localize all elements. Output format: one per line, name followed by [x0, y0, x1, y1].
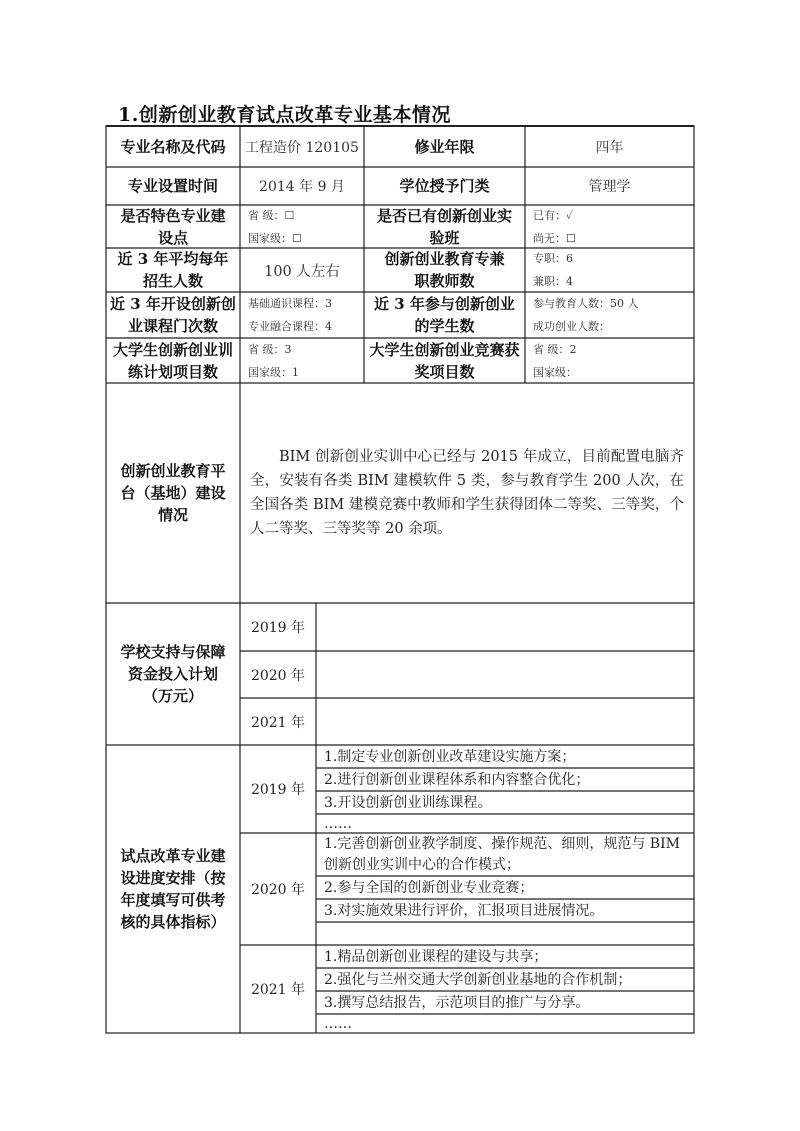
- course-integrated: 专业融合课程：4: [248, 320, 332, 333]
- setup-time-label: 专业设置时间: [127, 177, 218, 195]
- teacher-count-value: [525, 248, 694, 292]
- major-name-value: 工程造价 120105: [245, 139, 359, 156]
- competition-award-value: [525, 338, 694, 383]
- funding-year-2019: 2019 年: [250, 620, 306, 636]
- schedule-2021-item-1: 1.精品创新创业课程的建设与共享；: [324, 948, 548, 965]
- featured-major-value: [240, 205, 364, 248]
- funding-year-2021: 2021 年: [250, 714, 306, 731]
- platform-label: 创新创业教育平台（基地）建设情况: [120, 462, 226, 524]
- schedule-2021-item-3: 3.撰写总结报告，示范项目的推广与分享。: [324, 994, 590, 1011]
- schedule-2021-item-4: ……: [324, 1015, 352, 1032]
- schedule-year-2021: 2021 年: [250, 982, 306, 998]
- pilot-class-yes: 已有：✓: [533, 208, 574, 222]
- featured-major-label: 是否特色专业建设点: [120, 206, 226, 247]
- pilot-class-label: 是否已有创新创业实验班: [376, 206, 512, 247]
- featured-major-national: 国家级：☐: [248, 231, 302, 245]
- setup-time-value: 2014 年 9 月: [259, 179, 345, 195]
- teacher-fulltime: 专职：6: [533, 252, 573, 265]
- enrollment-label: 近 3 年平均每年招生人数: [117, 250, 229, 290]
- schedule-2020-item-3: 3.对实施效果进行评价，汇报项目进展情况。: [324, 902, 604, 919]
- course-count-value: [240, 292, 364, 338]
- enrollment-value: 100 人左右: [264, 263, 340, 280]
- platform-text: BIM 创新创业实训中心已经与 2015 年成立，目前配置电脑齐全，安装有各类 BIM 建模软件 5 类，参与教育学生 200 人次，在全国各类 BIM 建模竞赛中教师和学生获得团体二等奖、三等奖，个人二等奖、三等奖等 20 余项。: [250, 449, 684, 537]
- award-national: 国家级：: [533, 365, 577, 379]
- teacher-count-label: 创新创业教育专兼职教师数: [384, 250, 505, 290]
- schedule-year-2020: 2020 年: [250, 882, 306, 898]
- student-count-label: 近 3 年参与创新创业的学生数: [374, 295, 515, 335]
- schedule-label: 试点改革专业建设进度安排（按年度填写可供考核的具体指标）: [120, 847, 226, 931]
- schedule-2019-item-4: ……: [324, 815, 352, 832]
- schedule-2019-item-2: 2.进行创新创业课程体系和内容整合优化；: [324, 771, 590, 788]
- platform-description: [240, 383, 694, 603]
- major-name-label: 专业名称及代码: [120, 137, 226, 156]
- funding-year-2020: 2020 年: [250, 667, 306, 684]
- course-count-label: 近 3 年开设创新创业课程门次数: [110, 295, 236, 335]
- schedule-2019-item-3: 3.开设创新创业训练课程。: [324, 794, 492, 811]
- training-project-value: [240, 338, 364, 383]
- student-participants: 参与教育人数：50 人: [533, 297, 639, 310]
- degree-category-label: 学位授予门类: [399, 177, 490, 195]
- funding-amount-2021: [316, 698, 694, 745]
- section-title: 1.创新创业教育试点改革专业基本情况: [118, 104, 451, 126]
- schedule-2019-item-1: 1.制定专业创新创业改革建设实施方案；: [324, 748, 576, 765]
- training-provincial: 省 级：3: [248, 342, 292, 356]
- course-basic: 基础通识课程：3: [248, 297, 332, 310]
- schedule-2021-item-2: 2.强化与兰州交通大学创新创业基地的合作机制；: [324, 971, 632, 988]
- student-entrepreneurs: 成功创业人数：: [533, 320, 610, 333]
- pilot-class-value: [525, 205, 694, 248]
- award-provincial: 省 级：2: [533, 342, 577, 356]
- training-project-label: 大学生创新创业训练计划项目数: [112, 340, 233, 381]
- teacher-parttime: 兼职：4: [533, 275, 573, 288]
- schedule-2020-item-2: 2.参与全国的创新创业专业竞赛；: [324, 879, 534, 896]
- student-count-value: [525, 292, 694, 338]
- funding-label: 学校支持与保障资金投入计划（万元）: [120, 643, 226, 705]
- funding-amount-2019: [316, 603, 694, 651]
- study-years-value: 四年: [595, 139, 624, 156]
- featured-major-provincial: 省 级：☐: [248, 208, 295, 222]
- schedule-2020-item-1: 1.完善创新创业教学制度、操作规范、细则，规范与 BIM 创新创业实训中心的合作模式；: [324, 835, 680, 873]
- competition-award-label: 大学生创新创业竞赛获奖项目数: [369, 340, 520, 381]
- pilot-class-no: 尚无：☐: [533, 231, 576, 245]
- funding-amount-2020: [316, 651, 694, 698]
- training-national: 国家级：1: [248, 365, 299, 379]
- degree-category-value: 管理学: [588, 179, 631, 195]
- study-years-label: 修业年限: [414, 137, 475, 156]
- schedule-year-2019: 2019 年: [250, 782, 306, 798]
